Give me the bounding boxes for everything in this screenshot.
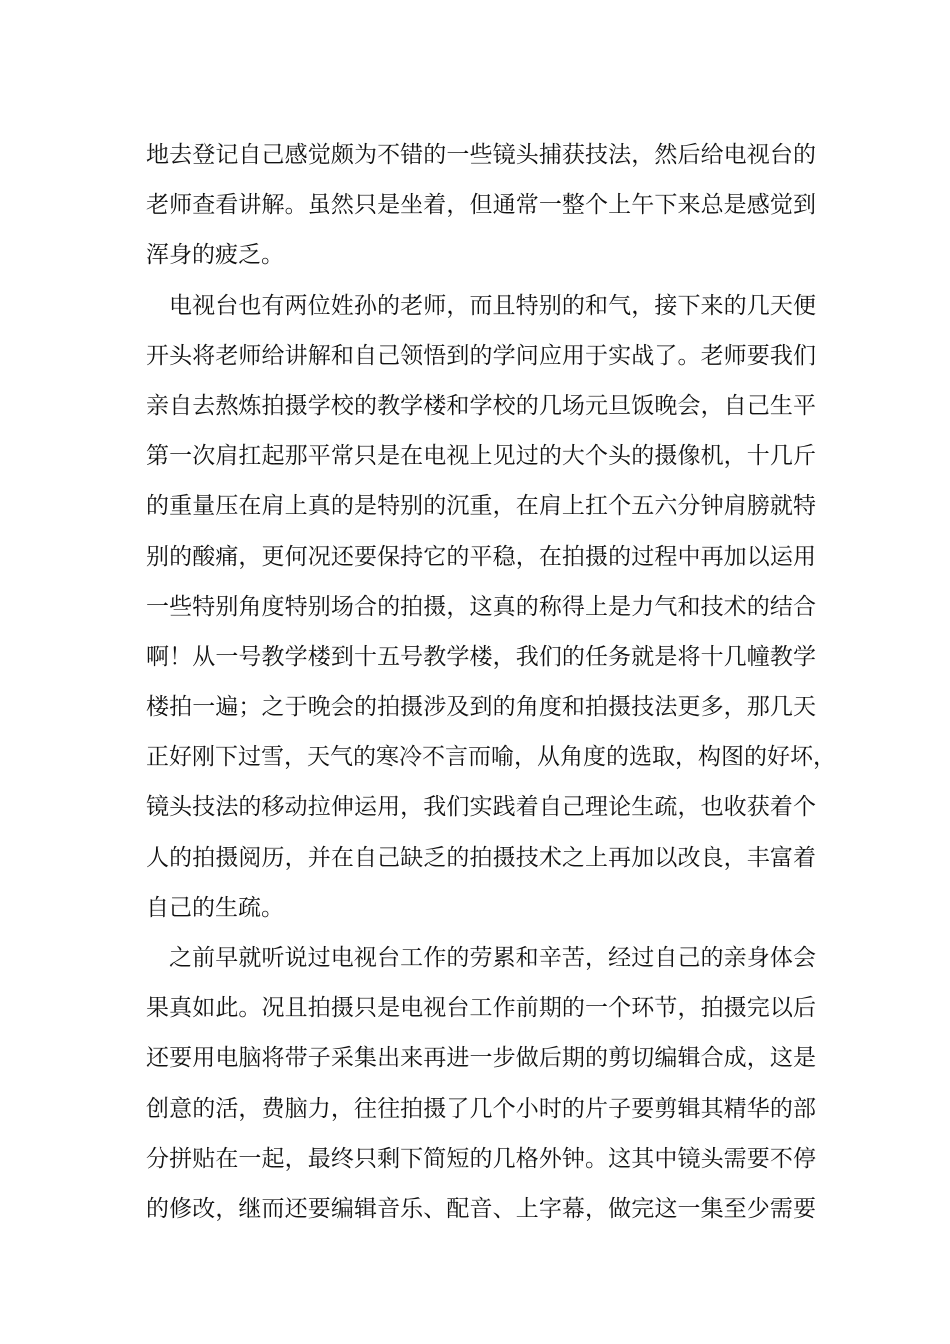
text-line: 之前早就听说过电视台工作的劳累和辛苦，经过自己的亲身体会 [169, 945, 816, 971]
text-line: 别的酸痛，更何况还要保持它的平稳，在拍摄的过程中再加以运用 [146, 543, 816, 570]
text-line: 正好刚下过雪，天气的寒冷不言而喻，从角度的选取，构图的好坏， [146, 744, 836, 771]
text-line: 第一次肩扛起那平常只是在电视上见过的大个头的摄像机，十几斤 [146, 443, 816, 470]
text-line: 的重量压在肩上真的是特别的沉重，在肩上扛个五六分钟肩膀就特 [146, 493, 816, 520]
text-line: 的修改，继而还要编辑音乐、配音、上字幕，做完这一集至少需要 [146, 1195, 816, 1222]
text-line: 啊！从一号教学楼到十五号教学楼，我们的任务就是将十几幢教学 [146, 643, 816, 670]
text-line: 果真如此。况且拍摄只是电视台工作前期的一个环节，拍摄完以后 [146, 995, 816, 1022]
text-line: 自己的生疏。 [146, 894, 284, 921]
text-line: 电视台也有两位姓孙的老师，而且特别的和气，接下来的几天便 [169, 292, 816, 319]
document-body [146, 130, 836, 1234]
text-line: 创意的活，费脑力，往往拍摄了几个小时的片子要剪辑其精华的部 [146, 1095, 816, 1122]
text-line: 亲自去熬炼拍摄学校的教学楼和学校的几场元旦饭晚会，自己生平 [146, 392, 816, 419]
text-line: 人的拍摄阅历，并在自己缺乏的拍摄技术之上再加以改良，丰富着 [146, 844, 816, 871]
text-line: 分拼贴在一起，最终只剩下简短的几格外钟。这其中镜头需要不停 [146, 1145, 816, 1172]
text-line: 楼拍一遍；之于晚会的拍摄涉及到的角度和拍摄技法更多，那几天 [146, 694, 816, 721]
text-line: 开头将老师给讲解和自己领悟到的学问应用于实战了。老师要我们 [146, 342, 816, 369]
text-line: 浑身的疲乏。 [146, 242, 284, 269]
text-line: 老师查看讲解。虽然只是坐着，但通常一整个上午下来总是感觉到 [146, 192, 816, 219]
text-line: 还要用电脑将带子采集出来再进一步做后期的剪切编辑合成，这是 [146, 1045, 816, 1072]
text-line: 地去登记自己感觉颇为不错的一些镜头捕获技法，然后给电视台的 [146, 142, 816, 168]
text-line: 一些特别角度特别场合的拍摄，这真的称得上是力气和技术的结合 [146, 593, 816, 620]
text-line: 镜头技法的移动拉伸运用，我们实践着自己理论生疏，也收获着个 [146, 794, 816, 821]
